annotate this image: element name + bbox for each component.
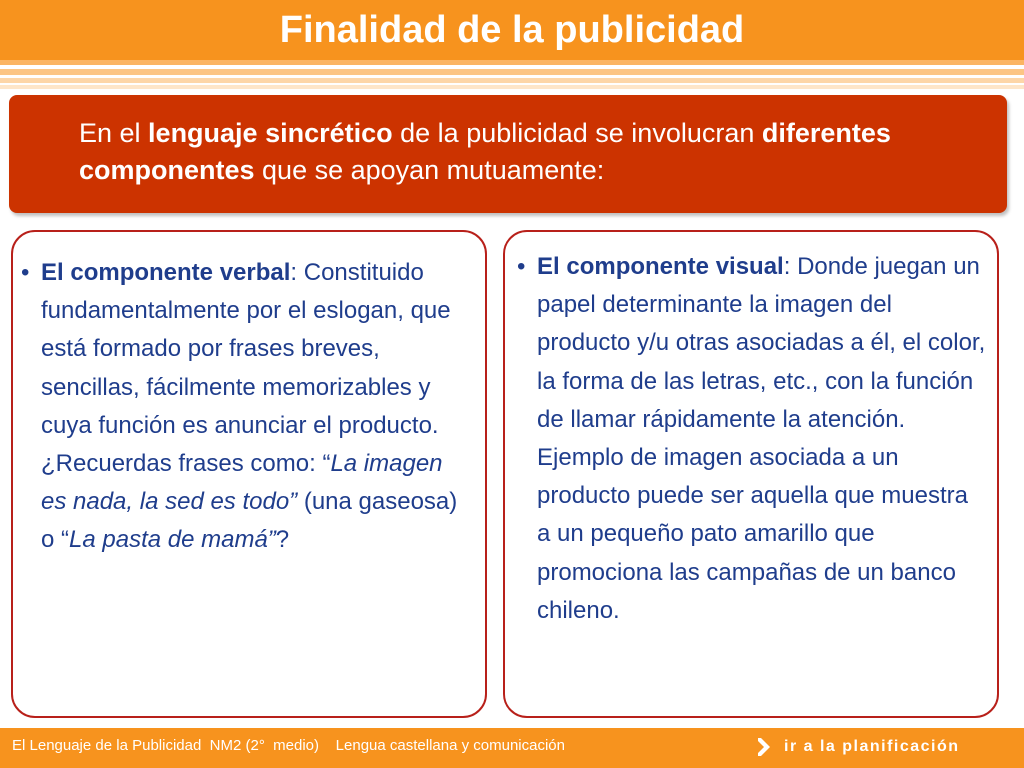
verbal-component-heading: El componente verbal [41, 259, 291, 286]
text-part: (una gaseosa) o “ [41, 488, 458, 554]
visual-component-text [537, 248, 987, 630]
intro-text [79, 115, 959, 189]
slogan-quote: La pasta de mamá” [69, 526, 276, 554]
intro-text-part: de la publicidad se involucran [392, 118, 762, 148]
intro-box [9, 95, 1007, 213]
footer-bar [0, 728, 1024, 768]
go-to-planning-link[interactable] [756, 734, 1016, 760]
header-bar [0, 0, 1024, 60]
intro-text-part: En el [79, 118, 149, 148]
chevron-right-icon [756, 736, 778, 758]
bullet: • [517, 253, 526, 280]
intro-keyword-componentes: diferentes componentes [79, 118, 891, 185]
header-stripe [0, 85, 1024, 89]
visual-component-heading: El componente visual [537, 253, 784, 280]
text-part: : Donde juegan un papel determinante la imagen del producto y/u otras asociadas a él, el color, la forma de las letras, etc., con la función de llamar rápidamente la atención. Ejemplo de imagen asociada a un producto puede ser aquella que muestra a un pequeño pato amarillo que promociona las campañas de un banco chileno. [537, 253, 986, 624]
intro-text-part: que se apoyan mutuamente: [254, 155, 605, 185]
text-part: Constituido fundamentalmente por el eslogan, que está formado por frases breves, sencillas, fácilmente memorizables y cuya función es anunciar el producto. ¿Recuerdas frases como: “ [41, 259, 451, 478]
footer-text: El Lenguaje de la Publicidad NM2 (2° medio) Lengua castellana y comunicación [12, 737, 565, 754]
visual-component-card [503, 230, 999, 718]
verbal-component-text [41, 254, 461, 560]
slogan-quote: La imagen es nada, la sed es todo” [41, 450, 443, 516]
text-part: : [290, 259, 298, 286]
intro-keyword-sincretico: lenguaje sincrético [148, 118, 393, 148]
visual-component-item [517, 248, 987, 630]
verbal-component-item [21, 254, 461, 560]
bullet: • [21, 259, 30, 286]
verbal-component-card [11, 230, 487, 718]
go-to-planning-label: ir a la planificación [784, 738, 960, 755]
text-part: ? [275, 526, 290, 554]
slide-title: Finalidad de la publicidad [279, 9, 745, 51]
